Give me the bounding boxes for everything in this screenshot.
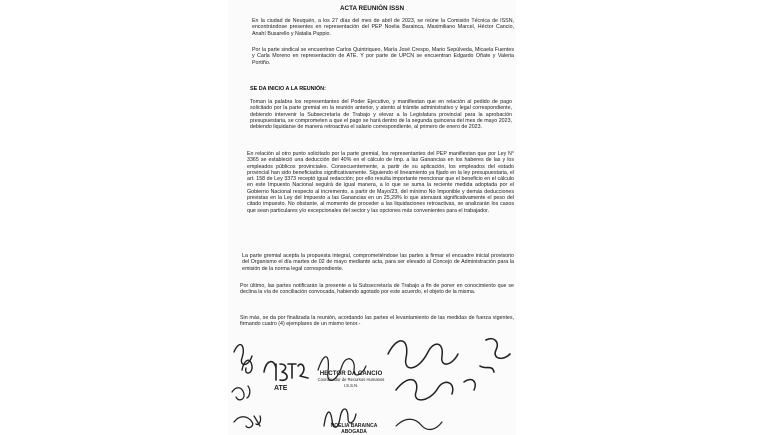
stamp-hector-cancio	[306, 371, 396, 389]
section-heading: SE DA INICIO A LA REUNIÓN:	[250, 86, 326, 92]
handwritten-ate-text: ATE	[274, 385, 288, 392]
stamp-1-role: Coordinador de Recursos Humanos	[317, 377, 385, 382]
stamp-1-org: I.S.S.N.	[343, 383, 359, 388]
document-title: ACTA REUNIÓN ISSN	[339, 5, 405, 12]
signature-ate	[264, 362, 308, 381]
signature-right-3	[480, 339, 510, 372]
signature-left-bottom	[234, 416, 261, 428]
closing-paragraph: Sin más, se da por finalizada la reunión, acordando las partes el levantamiento de las medidas de fuerza vigentes, firmando cuatro (4) ejemplares de un mismo tenor.-	[240, 315, 514, 328]
stamp-2-name: NOELIA BARAINCA	[330, 423, 378, 429]
stamp-1-name: HECTOR DA CANCIO	[319, 370, 383, 377]
document-page	[228, 0, 516, 435]
signature-left-top	[234, 345, 252, 374]
signature-left-middle	[232, 386, 250, 400]
tax-deduction-paragraph: En relación al otro punto solicitado por la parte gremial, los representantes del PEP manifiestan que por Ley N° 3365 se estableció una deducción del 40% en el cálculo de Imp. a las Ganancias en los haberes de las y los empleados públicos provinciales. Consecuentemente, a partir de su aplicación, los empleados del estado provincial han sido beneficiados significativamente. Siguiendo el lineamiento ya fijado en la ley presupuestaria, el art. 158 de Ley 3373 receptó igual redacción; por ello resulta importante mencionar que el beneficio en el cálculo en este Impuesto Nacional seguirá de igual manera, a lo que se suma la reciente medida adoptada por el Gobierno Nacional respecto al incremento, a partir de Mayo/23, del mínimo No Imponible y demás deducciones previstas en la Ley del Impuesto a las Ganancias en un 25,29% lo que atenuará significativamente el peso del citado impuesto. No obstante, al momento de proceder a las liquidaciones retroactivas, se analizarán los casos que sean particulares y/o excepcionales del sector y las opciones más convenientes para el trabajador.	[247, 151, 514, 214]
opening-paragraph: En la ciudad de Neuquén, a los 27 días del mes de abril de 2023, se reúne la Comisión Técnica de ISSN, encontrándose presentes en representación del PEP Noelia Barainca, Maximiliano Marcel, Héctor Cancio, Anahí Busarello y Natalia Puppio.	[252, 18, 514, 37]
notification-paragraph: Por último, las partes notificarán la presente a la Subsecretaría de Trabajo a fin de poner en conocimiento que se declina la vía de conciliación convocada, habiendo agotado por este acuerdo, el objeto de la misma.	[240, 283, 514, 296]
signature-bottom-right	[396, 419, 442, 429]
signature-right-1	[388, 341, 458, 368]
signature-right-2	[396, 380, 475, 400]
stamp-noelia-barainca	[324, 423, 384, 435]
attendees-paragraph: Por la parte sindical se encuentran Carlos Quintriqueo, María José Crespo, Mario Sepúlveda, Micaela Fuentes y Carla Moreno en representación de ATE. Y por parte de UPCN se encuentran Edgardo Oñate y Valeria Portiño.	[252, 47, 514, 66]
union-acceptance-paragraph: La parte gremial acepta la propuesta integral, comprometiéndose las partes a firmar el encuadre inicial provisorio del Organismo el día martes de 02 de mayo mediante acta, para ser elevado al Concejo de Administración para la emisión de la norma legal correspondiente.	[242, 253, 514, 272]
payment-request-paragraph: Toman la palabra los representantes del Poder Ejecutivo, y manifiestan que en relación al pedido de pago solicitado por la parte gremial en la reunión anterior, y atento al trámite administrativo y legal correspondiente, debiendo intervenir la Subsecretaría de Trabajo y elevar a la Legislatura provincial para la aprobación presupuestaria, se comprometen a que el pago se hará dentro de la segunda quincena del mes de mayo 2023, debiendo liquidarse de manera retroactiva el salario correspondiente, al primero de enero de 2023.	[250, 99, 512, 131]
stamp-2-role: ABOGADA	[341, 429, 367, 435]
